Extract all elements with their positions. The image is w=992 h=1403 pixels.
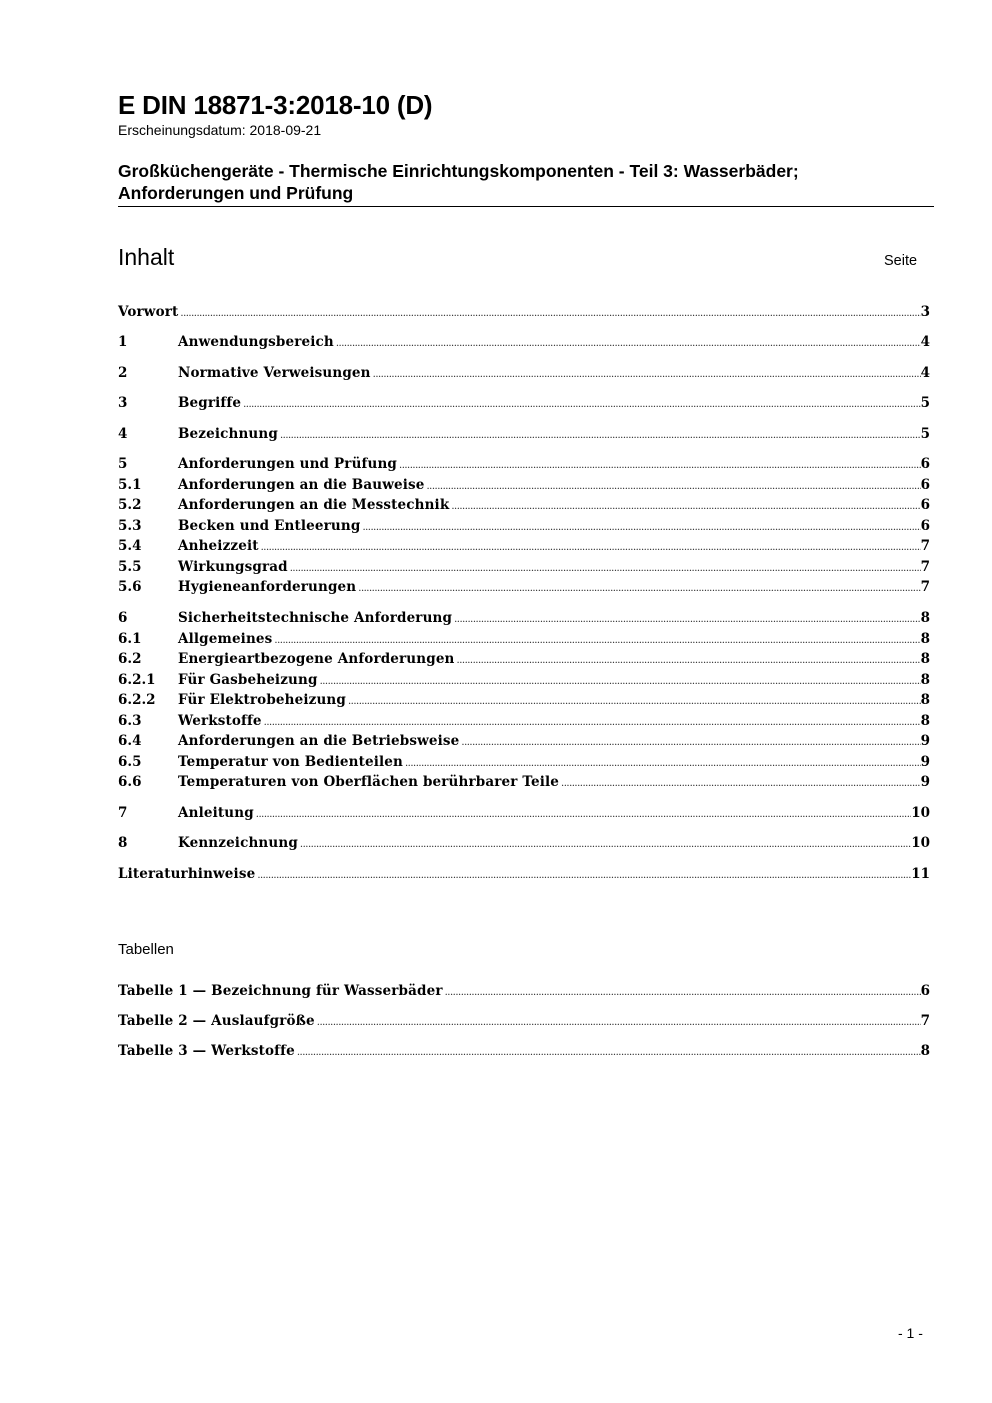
toc-entry-title: Für Elektrobeheizung [178,692,346,708]
toc-entry-title: Für Gasbeheizung [178,672,318,688]
toc-entry-page: 6 [920,477,930,493]
toc-entry-number: 5.6 [118,579,142,595]
toc-entry-title: Bezeichnung [178,426,278,442]
toc-entry[interactable] [118,649,930,669]
toc-entry-page: 8 [920,651,930,667]
publication-date: Erscheinungsdatum: 2018-09-21 [118,122,322,138]
toc-leader [320,672,921,692]
toc-leader [362,518,920,538]
toc-leader [257,866,911,886]
document-title-line-1: Großküchengeräte - Thermische Einrichtungskomponenten - Teil 3: Wasserbäder; [118,161,799,181]
toc-entry[interactable] [118,690,930,710]
toc-entry-page: 10 [911,805,930,821]
toc-entry-page: 8 [920,610,930,626]
table-entry-page: 8 [920,1043,930,1059]
table-list-entry[interactable] [118,981,930,1001]
document-title-line-2: Anforderungen und Prüfung [118,183,354,203]
toc-entry-title: Normative Verweisungen [178,365,371,381]
toc-entry-title: Becken und Entleerung [178,518,361,534]
toc-leader [180,304,920,324]
toc-entry-number: 6 [118,610,128,626]
toc-entry-page: 7 [920,559,930,575]
toc-leader [461,733,920,753]
toc-entry[interactable] [118,516,930,536]
toc-entry-title: Energieartbezogene Anforderungen [178,651,455,667]
toc-entry[interactable] [118,332,930,352]
toc-entry-title: Temperatur von Bedienteilen [178,754,403,770]
table-list-entry[interactable] [118,1011,930,1031]
toc-entry-title: Anleitung [178,805,254,821]
toc-entry-number: 6.1 [118,631,142,647]
toc-leader [373,365,921,385]
toc-entry-number: 4 [118,426,128,442]
toc-entry-number: 2 [118,365,128,381]
toc-leader [399,456,921,476]
toc-entry-title: Anforderungen an die Betriebsweise [178,733,460,749]
toc-entry-page: 9 [920,774,930,790]
document-id: E DIN 18871-3:2018-10 (D) [118,90,433,120]
toc-entry-title: Anforderungen und Prüfung [178,456,398,472]
toc-entry-title: Hygieneanforderungen [178,579,357,595]
toc-leader [451,497,920,517]
toc-leader [348,692,921,712]
toc-entry-number: 6.2.1 [118,672,156,688]
toc-leader [264,713,921,733]
toc-entry-page: 5 [920,395,930,411]
toc-entry-page: 5 [920,426,930,442]
toc-entry-title: Wirkungsgrad [178,559,288,575]
toc-entry-page: 8 [920,631,930,647]
toc-leader [454,610,921,630]
toc-entry-title: Werkstoffe [178,713,262,729]
toc-entry-page: 3 [920,304,930,320]
toc-entry[interactable] [118,731,930,751]
toc-entry[interactable] [118,803,930,823]
toc-entry[interactable] [118,302,930,322]
toc-entry[interactable] [118,577,930,597]
toc-leader [300,835,911,855]
toc-heading: Inhalt [118,244,175,270]
toc-entry-page: 8 [920,713,930,729]
table-entry-title: Tabelle 2 — Auslaufgröße [118,1013,315,1029]
toc-entry-page: 6 [920,497,930,513]
toc-entry-page: 9 [920,733,930,749]
toc-entry-number: 3 [118,395,128,411]
table-entry-title: Tabelle 3 — Werkstoffe [118,1043,295,1059]
toc-leader [427,477,921,497]
toc-entry-title: Kennzeichnung [178,835,298,851]
toc-entry[interactable] [118,752,930,772]
title-divider [118,206,934,207]
page-number: - 1 - [898,1325,923,1341]
toc-entry[interactable] [118,557,930,577]
toc-leader [457,651,921,671]
toc-leader [280,426,921,446]
table-entry-title: Tabelle 1 — Bezeichnung für Wasserbäder [118,983,443,999]
toc-entry-page: 7 [920,579,930,595]
document-title [118,160,933,204]
toc-entry-page: 9 [920,754,930,770]
toc-entry-title: Allgemeines [178,631,273,647]
toc-entry-number: 6.2 [118,651,142,667]
toc-entry-number: 5.3 [118,518,142,534]
toc-entry-page: 4 [920,365,930,381]
toc-entry-title: Literaturhinweise [118,866,256,882]
toc-entry[interactable] [118,629,930,649]
toc-entry-page: 8 [920,672,930,688]
toc-entry-title: Anforderungen an die Bauweise [178,477,425,493]
toc-entry-page: 10 [911,835,930,851]
toc-entry[interactable] [118,864,930,884]
toc-entry-number: 6.3 [118,713,142,729]
toc-leader [445,983,921,1003]
table-list-entry[interactable] [118,1041,930,1061]
toc-leader [290,559,921,579]
toc-entry-number: 6.2.2 [118,692,156,708]
toc-entry-title: Temperaturen von Oberflächen berührbarer Teile [178,774,560,790]
toc-entry-page: 6 [920,456,930,472]
table-entry-page: 7 [920,1013,930,1029]
toc-entry[interactable] [118,393,930,413]
toc-entry-number: 5.4 [118,538,142,554]
toc-entry-title: Anheizzeit [178,538,259,554]
toc-leader [261,538,921,558]
toc-entry[interactable] [118,475,930,495]
toc-leader [358,579,920,599]
toc-entry-title: Begriffe [178,395,242,411]
toc-entry[interactable] [118,363,930,383]
toc-entry-number: 5.2 [118,497,142,513]
toc-entry-number: 5.1 [118,477,142,493]
toc-entry[interactable] [118,772,930,792]
toc-leader [317,1013,921,1033]
toc-leader [561,774,921,794]
toc-entry[interactable] [118,495,930,515]
toc-entry[interactable] [118,454,930,474]
toc-entry-number: 5 [118,456,128,472]
toc-leader [297,1043,921,1063]
toc-entry-page: 8 [920,692,930,708]
toc-entry-number: 6.4 [118,733,142,749]
toc-entry-title: Vorwort [118,304,179,320]
toc-entry[interactable] [118,711,930,731]
toc-entry-number: 1 [118,334,128,350]
toc-entry-page: 11 [911,866,930,882]
toc-leader [336,334,921,354]
table-entry-page: 6 [920,983,930,999]
toc-leader [274,631,920,651]
toc-entry-number: 8 [118,835,128,851]
toc-entry[interactable] [118,608,930,628]
toc-entry-page: 7 [920,538,930,554]
toc-entry-number: 5.5 [118,559,142,575]
toc-entry-title: Anwendungsbereich [178,334,334,350]
toc-entry[interactable] [118,424,930,444]
toc-entry-number: 7 [118,805,128,821]
toc-entry[interactable] [118,536,930,556]
toc-entry-number: 6.5 [118,754,142,770]
toc-entry-number: 6.6 [118,774,142,790]
toc-entry-title: Anforderungen an die Messtechnik [178,497,450,513]
toc-page-column-label: Seite [884,253,918,269]
toc-leader [256,805,911,825]
toc-entry-title: Sicherheitstechnische Anforderung [178,610,453,626]
toc-leader [405,754,921,774]
toc-leader [243,395,921,415]
tables-heading: Tabellen [118,941,174,958]
toc-entry[interactable] [118,670,930,690]
toc-entry[interactable] [118,833,930,853]
toc-entry-page: 6 [920,518,930,534]
toc-entry-page: 4 [920,334,930,350]
